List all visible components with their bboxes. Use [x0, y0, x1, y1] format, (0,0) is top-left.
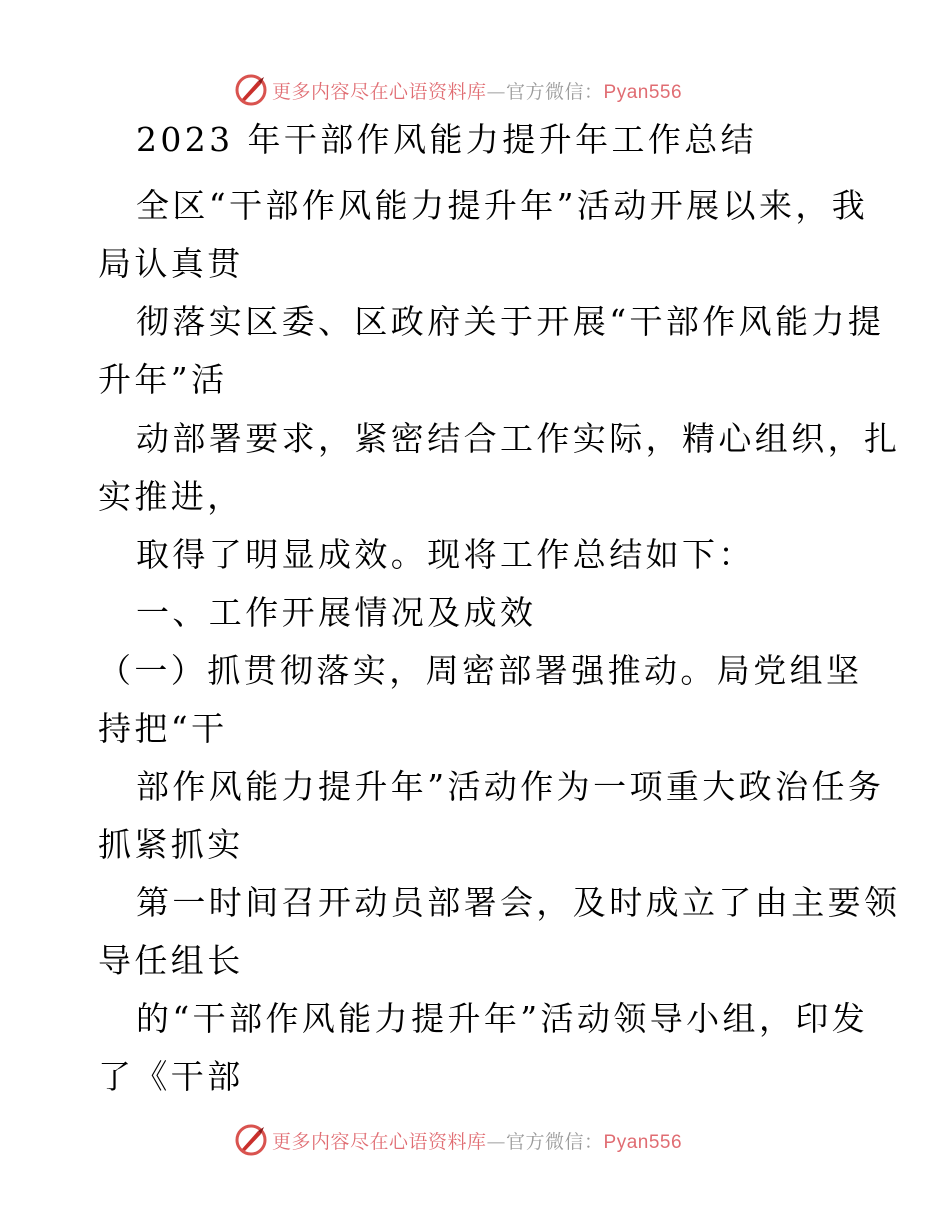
- paragraph-line: 局认真贯: [98, 244, 244, 283]
- paragraph-line: 导任组长: [98, 941, 244, 980]
- bottom-watermark-banner: [234, 1122, 682, 1158]
- paragraph-line: 持把“干: [98, 709, 228, 748]
- paragraph-line: 全区“干部作风能力提升年”活动开展以来，我: [136, 186, 869, 225]
- watermark-text: 更多内容尽在心语资料库—官方微信：Pyan556: [272, 1130, 683, 1153]
- quill-pen-in-circle-icon: [234, 1123, 268, 1157]
- paragraph-line: 实推进，: [98, 477, 244, 516]
- paragraph-line: 抓紧抓实: [98, 825, 244, 864]
- paragraph-line: 彻落实区委、区政府关于开展“干部作风能力提: [136, 302, 885, 341]
- paragraph-line: 第一时间召开动员部署会，及时成立了由主要领: [136, 883, 901, 922]
- paragraph-line: 部作风能力提升年”活动作为一项重大政治任务: [136, 767, 885, 806]
- top-watermark-banner: [234, 72, 682, 108]
- quill-pen-in-circle-icon: [234, 73, 268, 107]
- document-title: 2023 年干部作风能力提升年工作总结: [136, 120, 758, 159]
- paragraph-line: 的“干部作风能力提升年”活动领导小组，印发: [136, 999, 869, 1038]
- paragraph-line: 取得了明显成效。现将工作总结如下：: [136, 535, 755, 574]
- paragraph-line: 升年”活: [98, 360, 228, 399]
- paragraph-line: 动部署要求，紧密结合工作实际，精心组织，扎: [136, 419, 901, 458]
- paragraph-line: （一）抓贯彻落实，周密部署强推动。局党组坚: [98, 651, 863, 690]
- paragraph-line: 了《干部: [98, 1057, 244, 1096]
- watermark-text: 更多内容尽在心语资料库—官方微信：Pyan556: [272, 80, 683, 103]
- section-heading: 一、工作开展情况及成效: [136, 593, 537, 632]
